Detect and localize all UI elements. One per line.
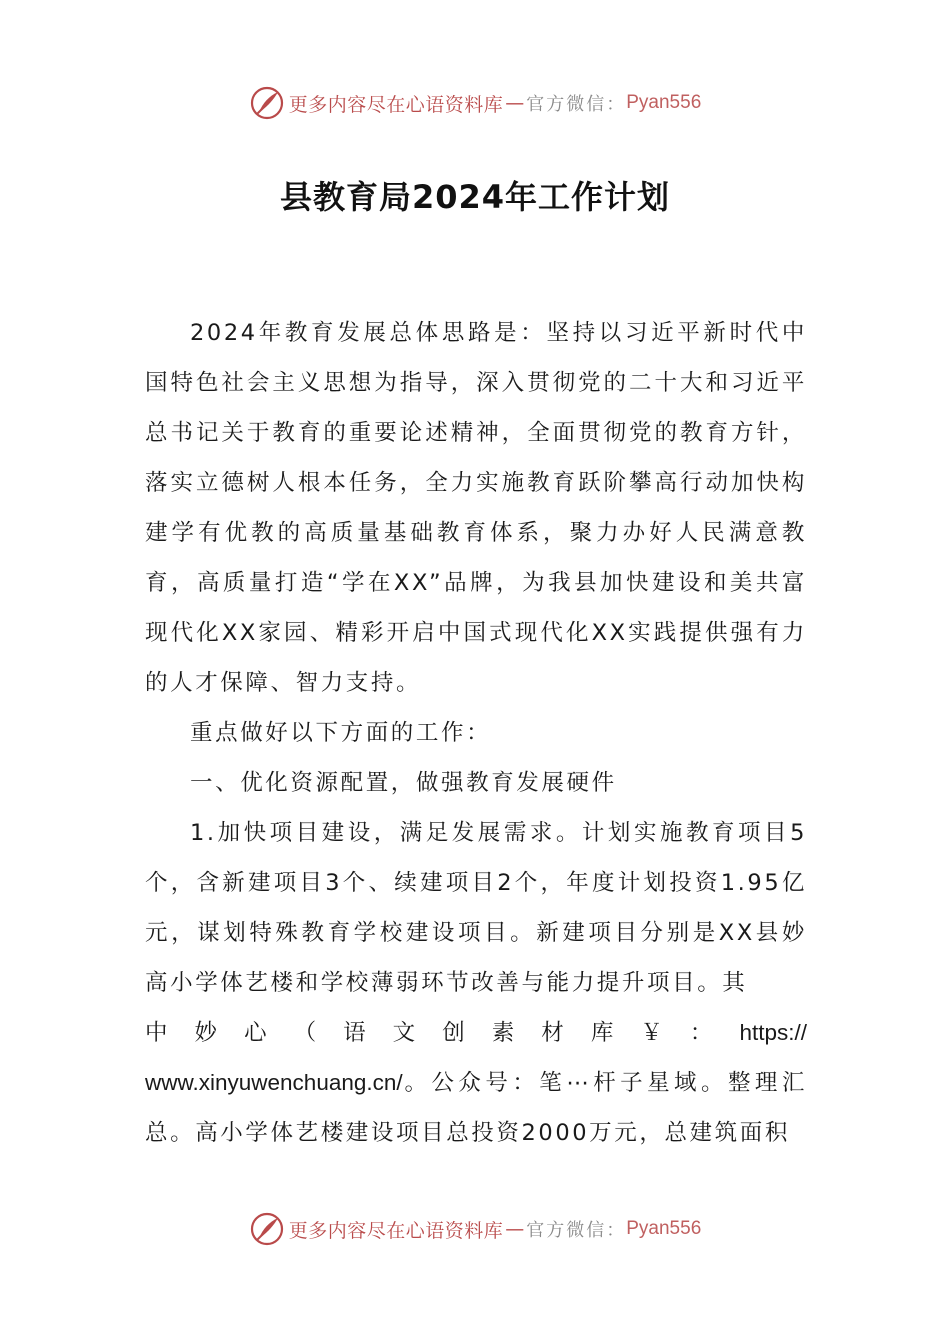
document-body (145, 308, 807, 1158)
watermark-id: Pyan556 (626, 1218, 702, 1239)
watermark-site: 更多内容尽在心语资料库 (288, 1219, 504, 1242)
quill-logo-icon (249, 1211, 285, 1247)
paragraph-continuation (145, 1008, 807, 1058)
tail-text: 。公众号：笔⋯杆子星域。整理汇总。高小学体艺楼建设项目总投资2000万元，总建筑面积 (145, 1070, 807, 1146)
paragraph-item-1-text: 1.加快项目建设，满足发展需求。计划实施教育项目5个，含新建项目3个、续建项目2个，年度计划投资1.95亿元，谋划特殊教育学校建设项目。新建项目分别是XX县妙高小学体艺楼和学校薄弱环节改善与能力提升项目。其 (145, 820, 807, 996)
watermark-label: 官方微信： (526, 94, 627, 115)
header-watermark (0, 83, 950, 123)
watermark-id: Pyan556 (626, 92, 702, 113)
section-heading-1: 一、优化资源配置，做强教育发展硬件 (190, 770, 617, 796)
paragraph-continuation-2 (145, 1058, 807, 1158)
paragraph-intro: 重点做好以下方面的工作： (190, 720, 492, 746)
watermark-label: 官方微信： (526, 1220, 627, 1241)
quill-logo-icon (249, 85, 285, 121)
watermark-site: 更多内容尽在心语资料库 (288, 93, 504, 116)
url-prefix: https:// (739, 1020, 807, 1045)
watermark-dash: — (505, 1218, 525, 1240)
watermark-dash: — (505, 92, 525, 114)
paragraph-overview: 2024年教育发展总体思路是：坚持以习近平新时代中国特色社会主义思想为指导，深入贯彻党的二十大和习近平总书记关于教育的重要论述精神，全面贯彻党的教育方针，落实立德树人根本任务，全力实施教育跃阶攀高行动加快构建学有优教的高质量基础教育体系，聚力办好人民满意教育，高质量打造“学在XX”品牌，为我县加快建设和美共富现代化XX家园、精彩开启中国式现代化XX实践提供强有力的人才保障、智力支持。 (145, 320, 807, 696)
footer-watermark (0, 1209, 950, 1249)
spread-text: 中妙心（语文创素材库￥： (145, 1020, 740, 1046)
url-host: www.xinyuwenchuang.cn/ (145, 1070, 403, 1095)
page-title: 县教育局2024年工作计划 (279, 178, 671, 216)
paragraph-item-1 (145, 808, 807, 1008)
